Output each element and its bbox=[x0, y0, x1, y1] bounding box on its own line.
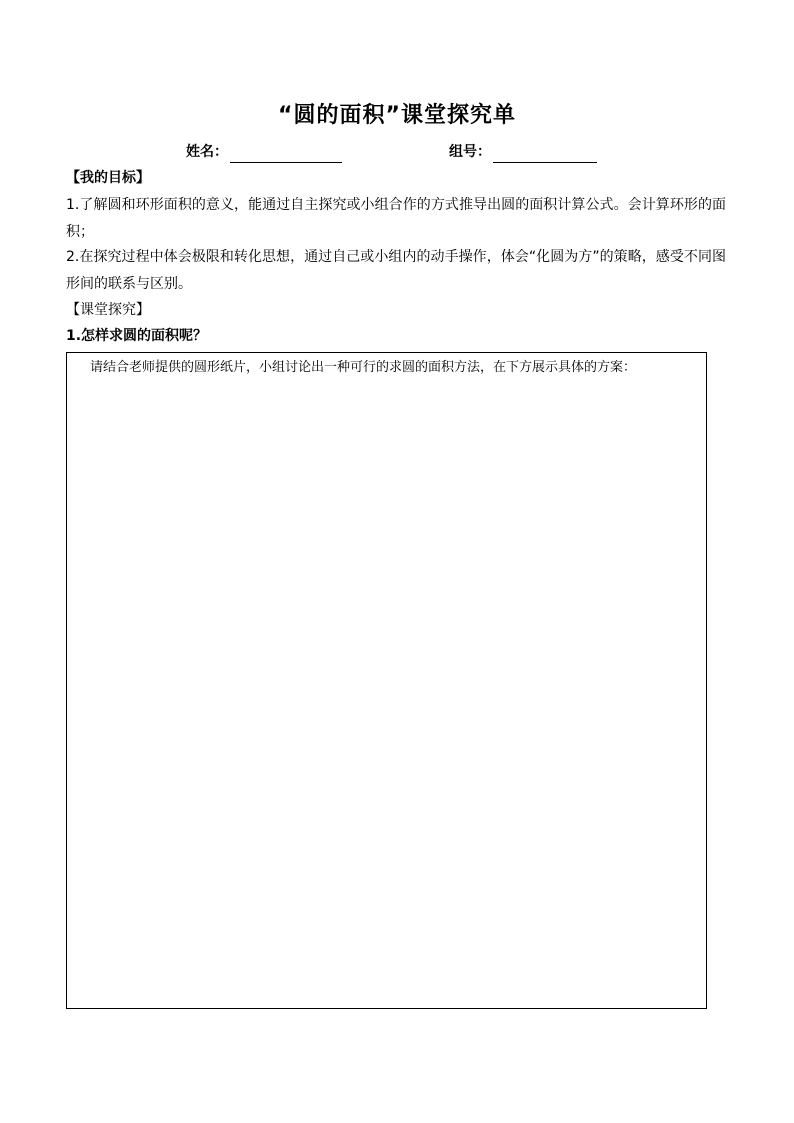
goal-item-2: 2.在探究过程中体会极限和转化思想，通过自己或小组内的动手操作，体会“化圆为方”的策略，感受不同图形间的联系与区别。 bbox=[66, 249, 726, 292]
group-blank[interactable] bbox=[493, 145, 597, 163]
group-field bbox=[449, 141, 597, 163]
answer-instruction: 请结合老师提供的圆形纸片，小组讨论出一种可行的求圆的面积方法，在下方展示具体的方案： bbox=[90, 360, 637, 375]
student-info-row bbox=[0, 141, 794, 165]
page-title: “圆的面积”课堂探究单 bbox=[278, 103, 516, 128]
explore-heading: 【课堂探究】 bbox=[66, 302, 150, 318]
group-label: 组号： bbox=[449, 144, 491, 160]
name-blank[interactable] bbox=[230, 145, 342, 163]
goal-item-1: 1.了解圆和环形面积的意义，能通过自主探究或小组合作的方式推导出圆的面积计算公式。会计算环形的面积； bbox=[66, 197, 726, 240]
question-1: 1.怎样求圆的面积呢？ bbox=[66, 328, 208, 344]
goals-heading: 【我的目标】 bbox=[66, 170, 150, 186]
answer-box[interactable] bbox=[66, 352, 707, 1009]
name-label: 姓名： bbox=[186, 144, 228, 160]
name-field bbox=[186, 141, 342, 163]
